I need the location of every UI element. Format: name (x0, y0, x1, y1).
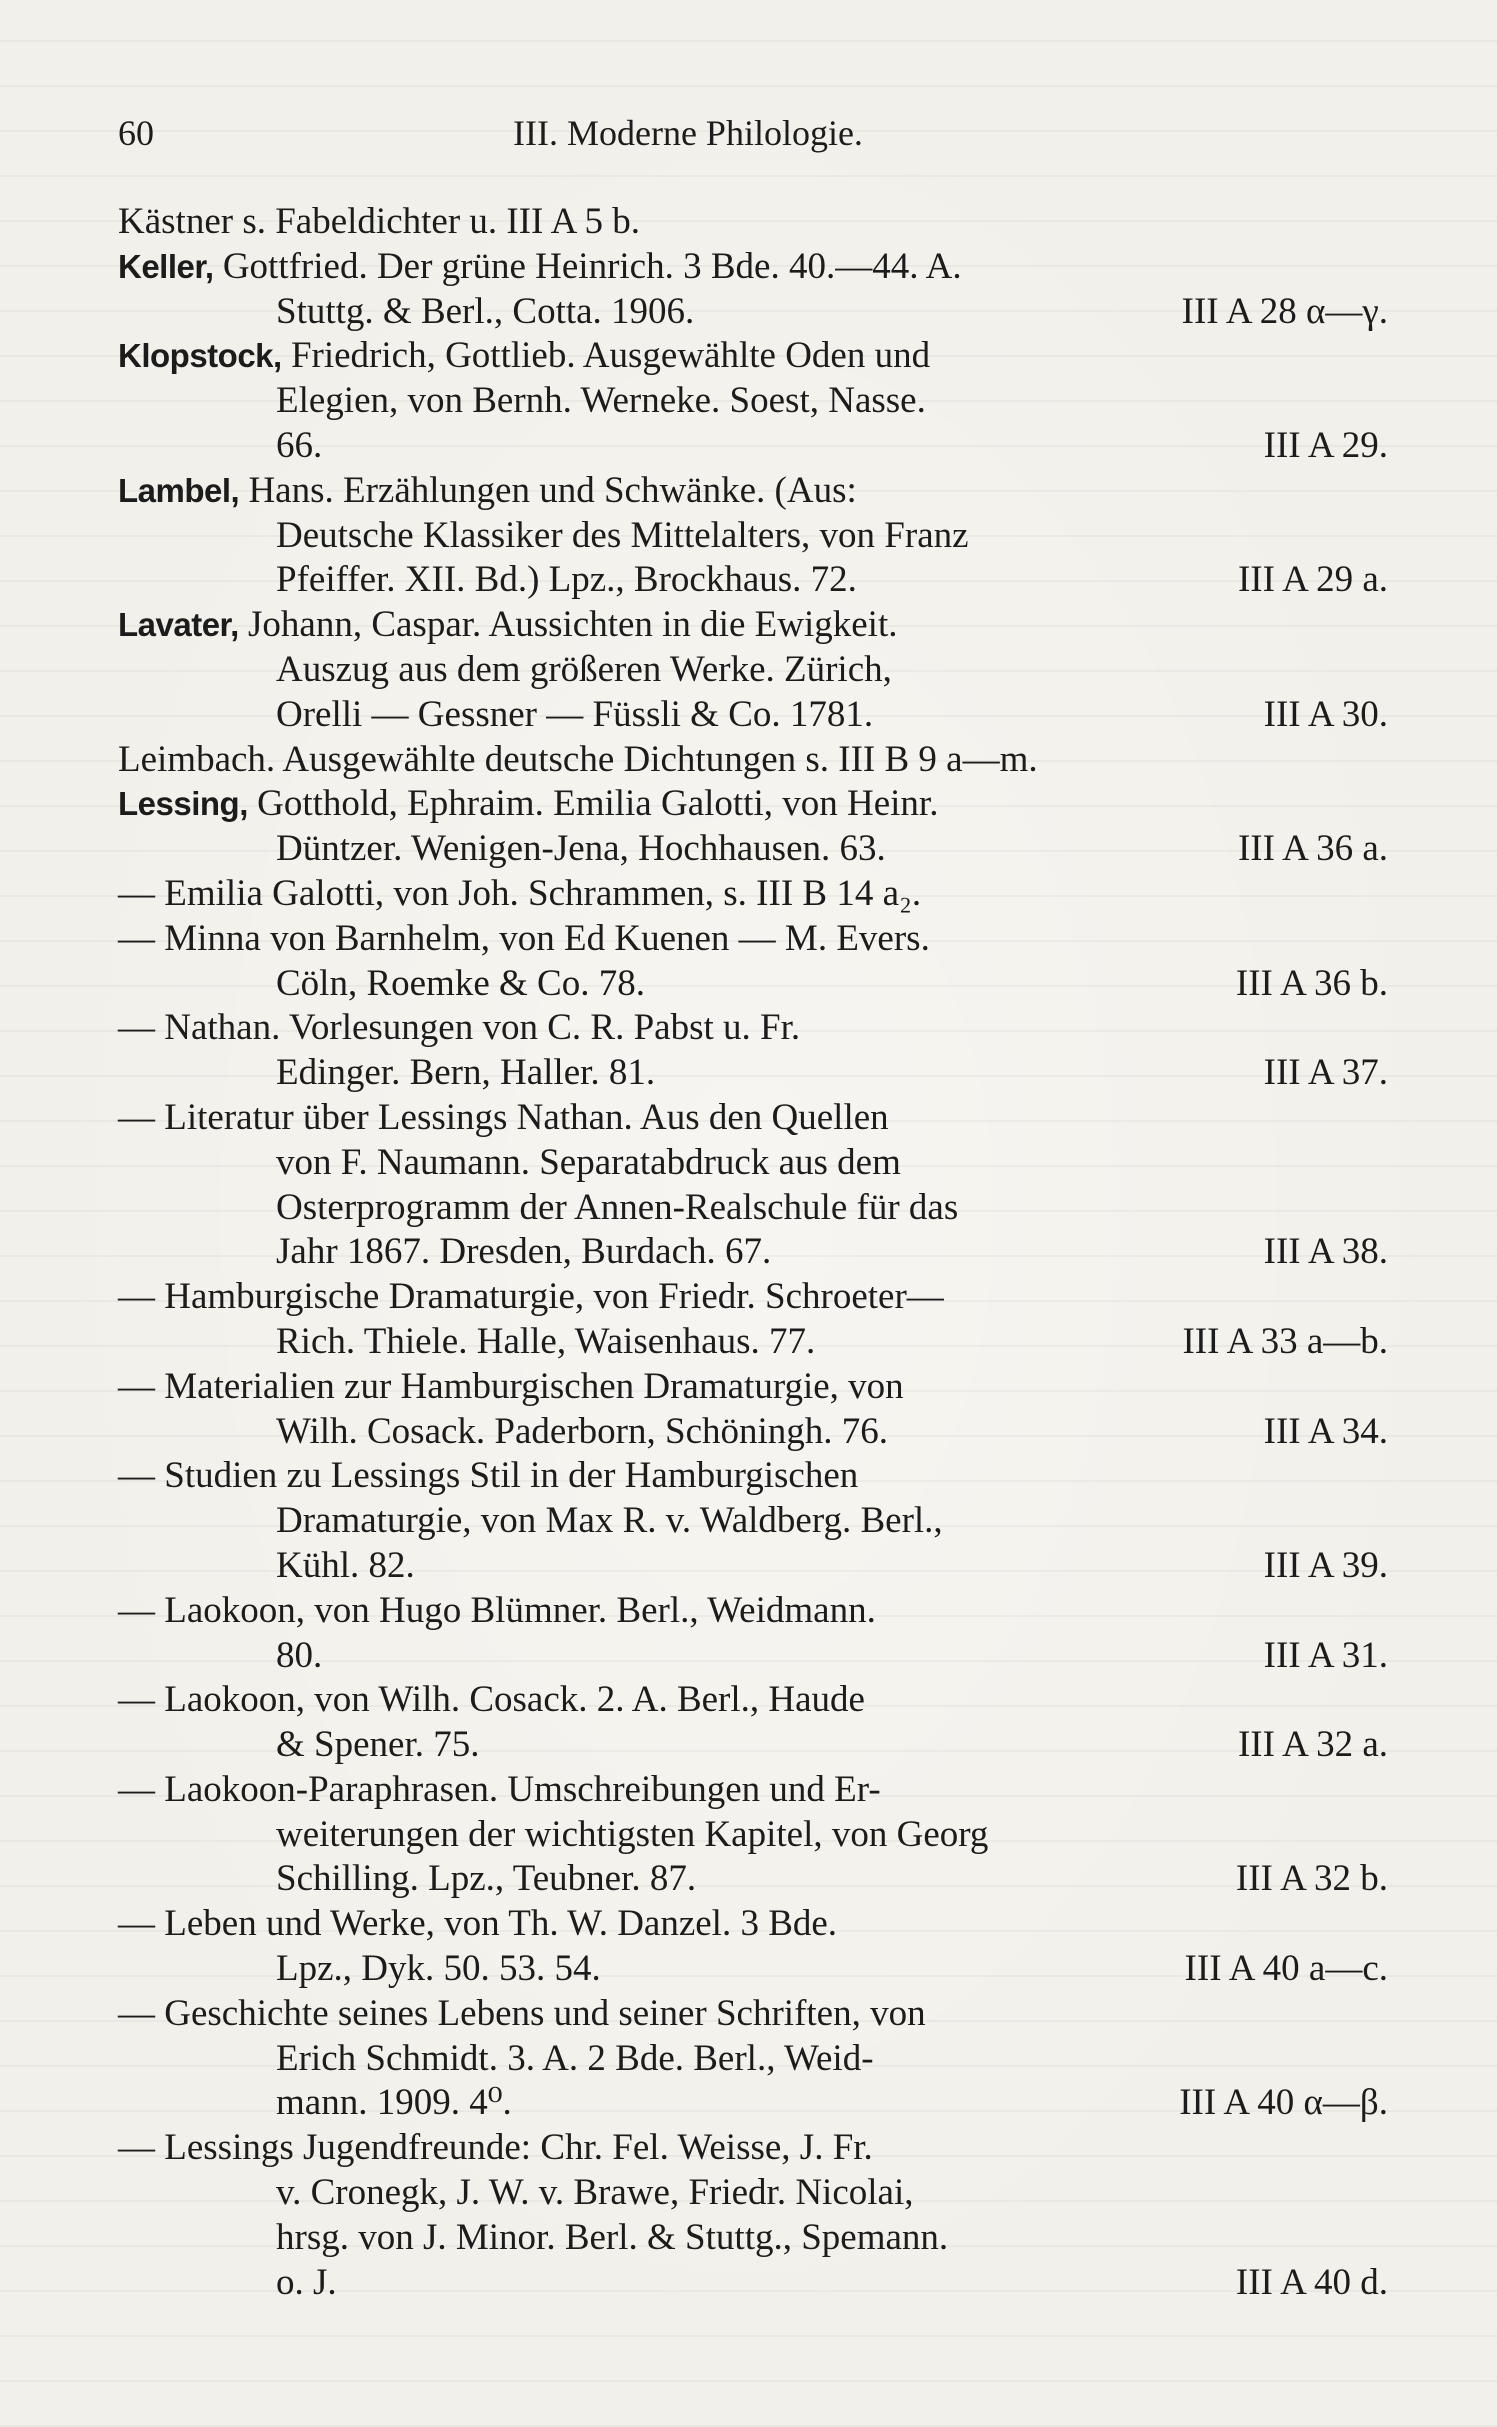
entry-text (118, 1141, 901, 1186)
entry-text (118, 1544, 415, 1589)
entry-body: Pfeiffer. XII. Bd.) Lpz., Brockhaus. 72. (276, 559, 857, 601)
shelf-mark: III A 30. (1263, 693, 1388, 735)
entry-body: hrsg. von J. Minor. Berl. & Stuttg., Spemann. (276, 2216, 949, 2258)
catalog-line (118, 1902, 1388, 1947)
catalog-line (118, 379, 1388, 424)
entry-body: — Minna von Barnhelm, von Ed Kuenen — M. Evers. (118, 917, 930, 959)
entry-body: & Spener. 75. (276, 1724, 480, 1766)
catalog-line (118, 1275, 1388, 1320)
entry-text (118, 1275, 944, 1320)
catalog-line (118, 290, 1388, 335)
catalog-line (118, 1768, 1388, 1813)
entry-body: — Laokoon, von Hugo Blümner. Berl., Weidmann. (118, 1589, 876, 1631)
author-heading: Keller, (118, 247, 214, 285)
entry-body: Schilling. Lpz., Teubner. 87. (276, 1858, 697, 1900)
entry-text (118, 1813, 988, 1858)
entry-body: Düntzer. Wenigen-Jena, Hochhausen. 63. (276, 828, 886, 870)
catalog-line (118, 1499, 1388, 1544)
entry-body: Elegien, von Bernh. Werneke. Soest, Nasse. (276, 380, 926, 422)
entry-body: Stuttg. & Berl., Cotta. 1906. (276, 290, 695, 332)
shelf-mark: III A 38. (1263, 1231, 1388, 1273)
catalog-line (118, 1141, 1388, 1186)
shelf-mark: III A 32 a. (1237, 1724, 1388, 1766)
shelf-mark: III A 40 α—β. (1179, 2082, 1388, 2124)
entry-text (118, 603, 897, 648)
catalog-line (118, 1096, 1388, 1141)
catalog-line (118, 2216, 1388, 2261)
entry-text (118, 200, 640, 245)
entry-text (118, 2037, 874, 2082)
entry-text (118, 1857, 696, 1902)
entry-text (118, 1723, 479, 1768)
entry-text (118, 1589, 876, 1634)
entry-text (118, 514, 969, 559)
entry-text (118, 245, 962, 290)
entry-body: Kühl. 82. (276, 1544, 415, 1586)
entry-text (118, 1365, 904, 1410)
entry-text (118, 1006, 800, 1051)
shelf-mark: III A 37. (1263, 1052, 1388, 1094)
entry-text (118, 782, 938, 827)
entry-text (118, 872, 921, 917)
author-heading: Klopstock, (118, 337, 282, 375)
catalog-line (118, 514, 1388, 559)
catalog-line (118, 558, 1388, 603)
catalog-line (118, 200, 1388, 245)
catalog-line (118, 2037, 1388, 2082)
author-heading: Lavater, (118, 606, 239, 644)
catalog-line (118, 1320, 1388, 1365)
entry-body: Auszug aus dem größeren Werke. Zürich, (276, 648, 892, 690)
entry-body: Wilh. Cosack. Paderborn, Schöningh. 76. (276, 1410, 889, 1452)
entry-text (118, 290, 694, 335)
entry-body: Deutsche Klassiker des Mittelalters, von Franz (276, 514, 969, 556)
catalog-line (118, 1365, 1388, 1410)
catalog-line (118, 782, 1388, 827)
catalog-line (118, 1947, 1388, 1992)
entry-body: Cöln, Roemke & Co. 78. (276, 962, 645, 1004)
entry-text (118, 2171, 913, 2216)
entry-text (118, 1634, 322, 1679)
entry-text (118, 1051, 655, 1096)
catalog-line (118, 1006, 1388, 1051)
shelf-mark: III A 39. (1263, 1544, 1388, 1586)
catalog-line (118, 1051, 1388, 1096)
entry-body: mann. 1909. 4⁰. (276, 2082, 512, 2124)
catalog-line (118, 2126, 1388, 2171)
catalog-line (118, 245, 1388, 290)
shelf-mark: III A 31. (1263, 1634, 1388, 1676)
entry-body: — Nathan. Vorlesungen von C. R. Pabst u. Fr. (118, 1007, 801, 1049)
catalog-line (118, 1813, 1388, 1858)
entry-body: Rich. Thiele. Halle, Waisenhaus. 77. (276, 1320, 816, 1362)
entry-body: — Laokoon-Paraphrasen. Umschreibungen und Er- (118, 1768, 881, 1810)
entry-body: Gottfried. Der grüne Heinrich. 3 Bde. 40.—44. A. (213, 245, 962, 287)
entry-text (118, 558, 857, 603)
catalog-entries (118, 200, 1388, 2305)
entry-text (118, 2261, 337, 2306)
catalog-line (118, 2171, 1388, 2216)
running-title: III. Moderne Philologie. (513, 113, 863, 153)
entry-text (118, 2126, 873, 2171)
catalog-line (118, 1454, 1388, 1499)
catalog-line (118, 648, 1388, 693)
entry-body: — Geschichte seines Lebens und seiner Schriften, von (118, 1992, 926, 2034)
catalog-line (118, 334, 1388, 379)
entry-body: — Emilia Galotti, von Joh. Schrammen, s. III B 14 a₂. (118, 872, 922, 914)
entry-body: 80. (276, 1634, 323, 1676)
entry-body: — Literatur über Lessings Nathan. Aus den Quellen (118, 1096, 889, 1138)
page-header (118, 108, 1388, 158)
catalog-line (118, 2081, 1388, 2126)
shelf-mark: III A 36 b. (1235, 962, 1388, 1004)
catalog-line (118, 1589, 1388, 1634)
entry-body: Gotthold, Ephraim. Emilia Galotti, von Heinr. (247, 783, 939, 825)
catalog-line (118, 917, 1388, 962)
entry-body: o. J. (276, 2261, 337, 2303)
entry-body: — Leben und Werke, von Th. W. Danzel. 3 Bde. (118, 1903, 838, 1945)
entry-body: Friedrich, Gottlieb. Ausgewählte Oden und (281, 335, 931, 377)
catalog-line (118, 962, 1388, 1007)
entry-text (118, 1320, 815, 1365)
entry-text (118, 1186, 958, 1231)
entry-text (118, 1902, 837, 1947)
entry-body: von F. Naumann. Separatabdruck aus dem (276, 1141, 901, 1183)
entry-body: — Studien zu Lessings Stil in der Hamburgischen (118, 1455, 859, 1497)
entry-text (118, 648, 892, 693)
entry-text (118, 424, 322, 469)
entry-text (118, 1992, 926, 2037)
author-heading: Lambel, (118, 471, 240, 509)
entry-text (118, 1768, 881, 1813)
entry-text (118, 693, 873, 738)
author-heading: Lessing, (118, 785, 248, 823)
entry-text (118, 379, 926, 424)
catalog-line (118, 1857, 1388, 1902)
shelf-mark: III A 36 a. (1237, 828, 1388, 870)
entry-text (118, 962, 645, 1007)
entry-body: — Lessings Jugendfreunde: Chr. Fel. Weisse, J. Fr. (118, 2127, 873, 2169)
entry-text (118, 917, 930, 962)
entry-text (118, 1678, 865, 1723)
entry-text (118, 334, 930, 379)
shelf-mark: III A 33 a—b. (1182, 1320, 1388, 1362)
entry-body: Kästner s. Fabeldichter u. III A 5 b. (118, 201, 640, 242)
entry-body: Leimbach. Ausgewählte deutsche Dichtungen s. III B 9 a—m. (118, 738, 1038, 780)
entry-text (118, 827, 886, 872)
catalog-line (118, 469, 1388, 514)
shelf-mark: III A 29 a. (1237, 559, 1388, 601)
entry-body: Edinger. Bern, Haller. 81. (276, 1052, 656, 1094)
catalog-line (118, 872, 1388, 917)
entry-body: Orelli — Gessner — Füssli & Co. 1781. (276, 693, 874, 735)
catalog-line (118, 1186, 1388, 1231)
entry-text (118, 469, 857, 514)
catalog-line (118, 827, 1388, 872)
shelf-mark: III A 40 d. (1235, 2261, 1388, 2303)
catalog-line (118, 1634, 1388, 1679)
entry-text (118, 1096, 889, 1141)
page-number: 60 (118, 113, 154, 153)
entry-body: Osterprogramm der Annen-Realschule für das (276, 1186, 959, 1228)
entry-body: — Hamburgische Dramaturgie, von Friedr. Schroeter— (118, 1276, 944, 1318)
entry-text (118, 2081, 512, 2126)
entry-text (118, 1230, 771, 1275)
catalog-line (118, 1723, 1388, 1768)
catalog-line (118, 1410, 1388, 1455)
entry-body: Johann, Caspar. Aussichten in die Ewigkeit. (238, 604, 898, 646)
catalog-line (118, 738, 1388, 783)
entry-body: 66. (276, 424, 323, 466)
entry-body: v. Cronegk, J. W. v. Brawe, Friedr. Nicolai, (276, 2172, 914, 2214)
entry-body: Dramaturgie, von Max R. v. Waldberg. Berl., (276, 1500, 943, 1542)
entry-body: Jahr 1867. Dresden, Burdach. 67. (276, 1231, 772, 1273)
entry-body: Hans. Erzählungen und Schwänke. (Aus: (239, 469, 857, 511)
entry-body: Erich Schmidt. 3. A. 2 Bde. Berl., Weid- (276, 2037, 874, 2079)
catalog-line (118, 1992, 1388, 2037)
shelf-mark: III A 29. (1263, 424, 1388, 466)
shelf-mark: III A 40 a—c. (1184, 1948, 1388, 1990)
entry-text (118, 1454, 858, 1499)
catalog-line (118, 424, 1388, 469)
entry-body: weiterungen der wichtigsten Kapitel, von Georg (276, 1813, 989, 1855)
catalog-line (118, 1544, 1388, 1589)
shelf-mark: III A 28 α—γ. (1181, 290, 1388, 332)
entry-body: — Laokoon, von Wilh. Cosack. 2. A. Berl., Haude (118, 1679, 865, 1721)
catalog-line (118, 693, 1388, 738)
shelf-mark: III A 34. (1263, 1410, 1388, 1452)
catalog-line (118, 603, 1388, 648)
catalog-line (118, 1678, 1388, 1723)
entry-body: Lpz., Dyk. 50. 53. 54. (276, 1948, 601, 1990)
catalog-line (118, 2261, 1388, 2306)
entry-text (118, 2216, 948, 2261)
entry-body: — Materialien zur Hamburgischen Dramaturgie, von (118, 1365, 904, 1407)
entry-text (118, 738, 1038, 783)
entry-text (118, 1410, 888, 1455)
shelf-mark: III A 32 b. (1235, 1858, 1388, 1900)
entry-text (118, 1947, 601, 1992)
entry-text (118, 1499, 943, 1544)
catalog-line (118, 1230, 1388, 1275)
